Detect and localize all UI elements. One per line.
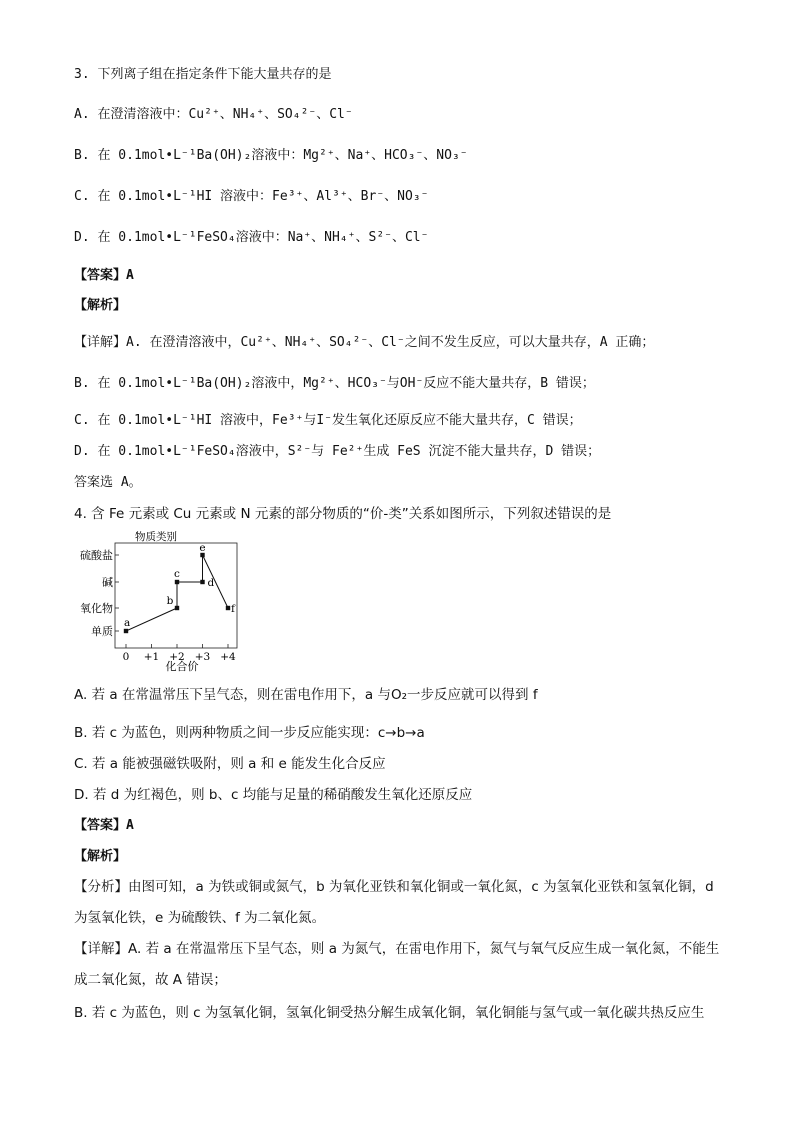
q3-option-d: D. 在 0.1mol•L⁻¹FeSO₄溶液中：Na⁺、NH₄⁺、S²⁻、Cl⁻ <box>74 230 429 245</box>
point-label-d: d <box>207 577 215 589</box>
y-category-label: 碱 <box>102 576 113 589</box>
y-category-label: 单质 <box>91 625 113 638</box>
point-label-b: b <box>166 595 174 607</box>
point-label-a: a <box>124 617 131 629</box>
q3-option-a: A. 在澄清溶液中：Cu²⁺、NH₄⁺、SO₄²⁻、Cl⁻ <box>74 107 353 122</box>
q4-stem: 4. 含 Fe 元素或 Cu 元素或 N 元素的部分物质的“价-类”关系如图所示，下列叙述错误的是 <box>74 506 612 522</box>
q3-conclusion: 答案选 A。 <box>74 475 142 490</box>
q3-detail-c: C. 在 0.1mol•L⁻¹HI 溶液中，Fe³⁺与I⁻发生氧化还原反应不能大量共存，C 错误； <box>74 413 582 428</box>
connection-line <box>203 555 229 608</box>
x-tick-label: +1 <box>143 651 160 663</box>
point-c <box>175 580 179 584</box>
x-tick-label: +4 <box>220 651 236 663</box>
q4-fenxi: 【分析】由图可知，a 为铁或铜或氮气，b 为氧化亚铁和氧化铜或一氧化氮，c 为氢氧化亚铁和氢氧化铜，d 为氢氧化铁，e 为硫酸铁、f 为二氧化氮。 <box>74 879 714 926</box>
point-a <box>124 629 128 633</box>
q3-analysis-heading: 【解析】 <box>74 298 127 313</box>
q4-detail-a: 【详解】A. 若 a 在常温常压下呈气态，则 a 为氮气，在雷电作用下，氮气与氧气反应生成一氧化氮，不能生成二氧化氮，故 A 错误； <box>74 941 720 988</box>
point-b <box>175 606 179 610</box>
q4-analysis-heading: 【解析】 <box>74 849 127 864</box>
y-category-label: 氧化物 <box>80 602 113 615</box>
chart-xlabel: 化合价 <box>165 660 199 672</box>
point-f <box>226 606 230 610</box>
q4-option-b: B. 若 c 为蓝色，则两种物质之间一步反应能实现：c→b→a <box>74 725 425 741</box>
point-d <box>200 580 204 584</box>
point-label-f: f <box>231 603 235 615</box>
q3-detail-d: D. 在 0.1mol•L⁻¹FeSO₄溶液中，S²⁻与 Fe²⁺生成 FeS 沉淀不能大量共存，D 错误； <box>74 444 601 459</box>
valence-class-chart <box>70 530 250 672</box>
q3-option-b: B. 在 0.1mol•L⁻¹Ba(OH)₂溶液中：Mg²⁺、Na⁺、HCO₃⁻、NO₃⁻ <box>74 148 468 163</box>
q4-answer: 【答案】A <box>74 818 134 833</box>
q3-stem: 3. 下列离子组在指定条件下能大量共存的是 <box>74 67 332 82</box>
chart-frame <box>115 543 237 648</box>
q4-detail-b: B. 若 c 为蓝色，则 c 为氢氧化铜，氢氧化铜受热分解生成氧化铜，氧化铜能与氢气或一氧化碳共热反应生 <box>74 1005 705 1021</box>
x-tick-label: 0 <box>122 651 130 663</box>
q3-detail-b: B. 在 0.1mol•L⁻¹Ba(OH)₂溶液中，Mg²⁺、HCO₃⁻与OH⁻反应不能大量共存，B 错误； <box>74 376 595 391</box>
connection-line <box>126 608 177 631</box>
x-tick-label: +3 <box>194 651 211 663</box>
point-label-e: e <box>199 542 206 554</box>
x-tick-label: +2 <box>169 651 185 663</box>
q3-option-c: C. 在 0.1mol•L⁻¹HI 溶液中：Fe³⁺、Al³⁺、Br⁻、NO₃⁻ <box>74 189 429 204</box>
q4-option-d: D. 若 d 为红褐色，则 b、c 均能与足量的稀硝酸发生氧化还原反应 <box>74 787 473 803</box>
q3-detail-a: 【详解】A. 在澄清溶液中，Cu²⁺、NH₄⁺、SO₄²⁻、Cl⁻之间不发生反应，可以大量共存，A 正确； <box>74 335 655 350</box>
chart-ylabel: 物质类别 <box>135 531 177 543</box>
y-category-label: 硫酸盐 <box>80 549 113 562</box>
q4-option-c: C. 若 a 能被强磁铁吸附，则 a 和 e 能发生化合反应 <box>74 756 386 772</box>
q4-option-a: A. 若 a 在常温常压下呈气态，则在雷电作用下，a 与O₂一步反应就可以得到 f <box>74 687 538 703</box>
q3-answer: 【答案】A <box>74 268 134 283</box>
point-label-c: c <box>174 568 180 580</box>
